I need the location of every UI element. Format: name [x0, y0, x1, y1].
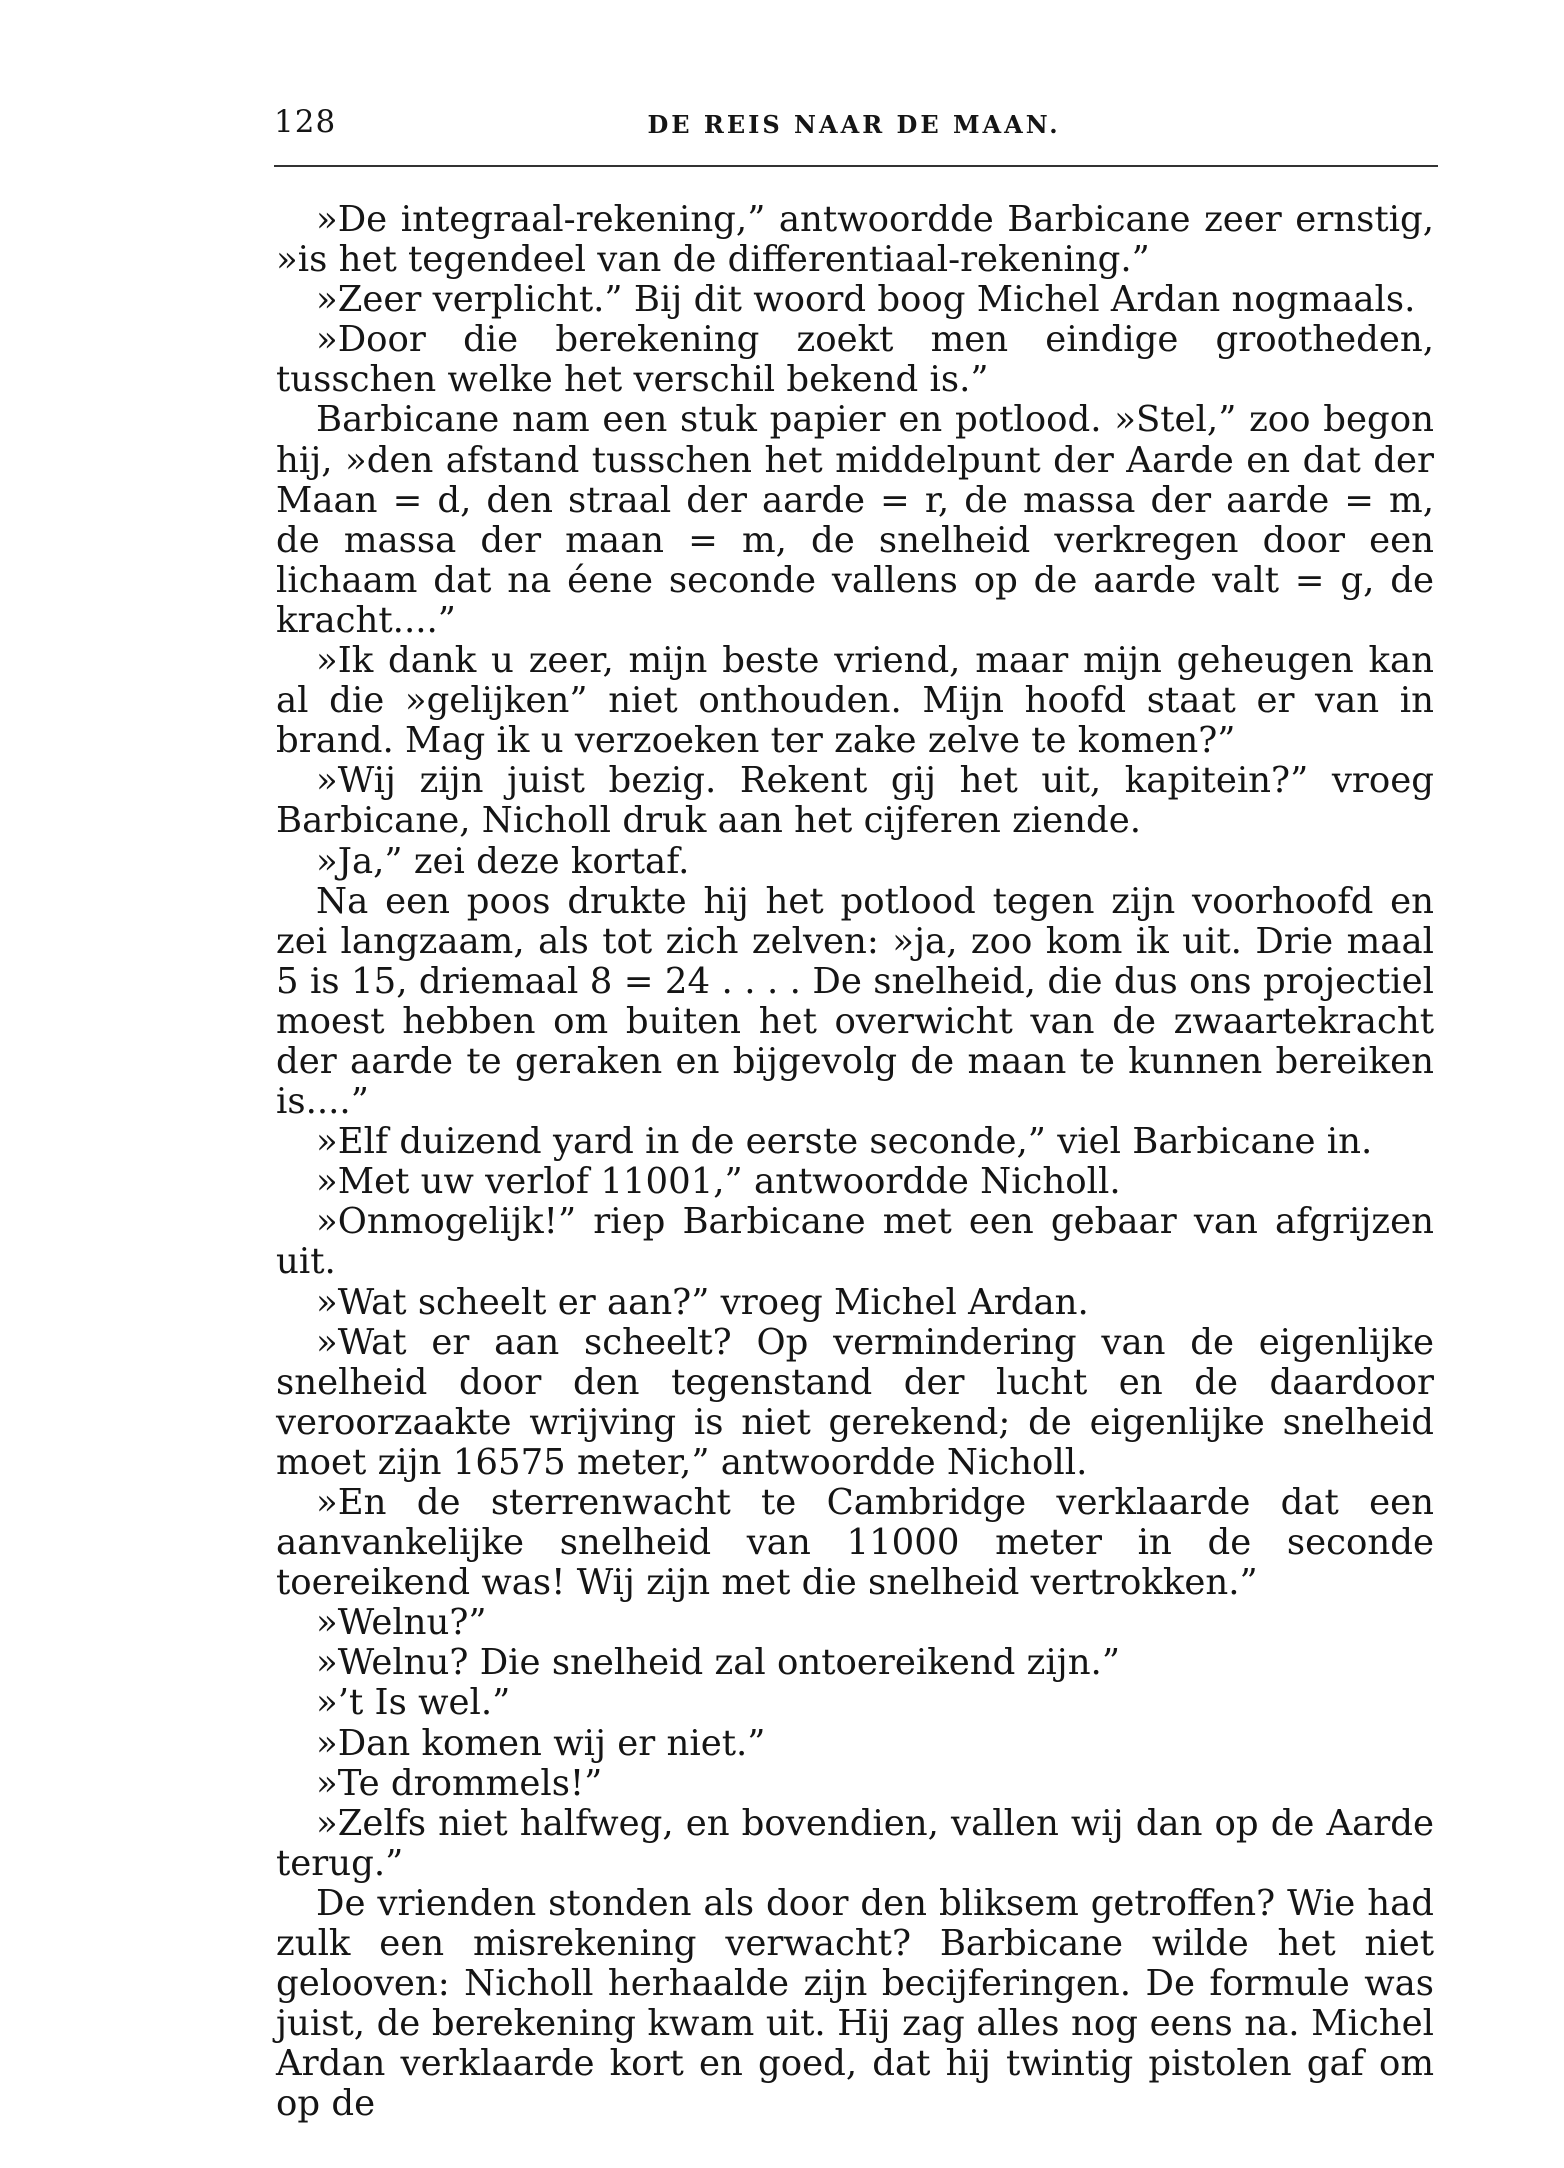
paragraph: »’t Is wel.” — [316, 1682, 511, 1724]
paragraph: »Zeer verplicht.” Bij dit woord boog Michel Ardan nogmaals. — [316, 279, 1416, 321]
running-title: DE REIS NAAR DE MAAN. — [647, 110, 1061, 139]
paragraph: De vrienden stonden als door den bliksem getroffen? Wie had zulk een misrekening verwacht? Barbicane wilde het niet gelooven: Nicholl herhaalde zijn becijferingen. De formule was juist, de berekening kwam uit. Hij zag alles nog eens na. Michel Ardan verklaarde kort en goed, dat hij twintig pistolen gaf om op de — [276, 1882, 1434, 2125]
paragraph: »Zelfs niet halfweg, en bovendien, vallen wij dan op de Aarde terug.” — [276, 1802, 1434, 1884]
paragraph: Barbicane nam een stuk papier en potlood. »Stel,” zoo begon hij, »den afstand tusschen het middelpunt der Aarde en dat der Maan = d, den straal der aarde = r, de massa der aarde = m, de massa der maan = m, de snelheid verkregen door een lichaam dat na éene seconde vallens op de aarde valt = g, de kracht....” — [276, 399, 1434, 641]
paragraph: »Welnu?” — [316, 1602, 487, 1644]
paragraph: »Ik dank u zeer, mijn beste vriend, maar mijn geheugen kan al die »gelijken” niet onthouden. Mijn hoofd staat er van in brand. Mag ik u verzoeken ter zake zelve te komen?” — [276, 640, 1434, 762]
page-header — [274, 104, 1434, 154]
paragraph: »Te drommels!” — [316, 1762, 603, 1804]
paragraph: »De integraal-rekening,” antwoordde Barbicane zeer ernstig, »is het tegendeel van de differentiaal-rekening.” — [276, 199, 1434, 281]
header-rule — [274, 165, 1438, 167]
page-number: 128 — [274, 104, 337, 140]
paragraph: »Welnu? Die snelheid zal ontoereikend zijn.” — [316, 1642, 1120, 1684]
paragraph: »Met uw verlof 11001,” antwoordde Nicholl. — [316, 1161, 1121, 1203]
paragraph: Na een poos drukte hij het potlood tegen zijn voorhoofd en zei langzaam, als tot zich zelven: »ja, zoo kom ik uit. Drie maal 5 is 15, driemaal 8 = 24 . . . . De snelheid, die dus ons projectiel moest hebben om buiten het overwicht van de zwaartekracht der aarde te geraken en bijgevolg de maan te kunnen bereiken is....” — [276, 880, 1434, 1123]
paragraph: »Wat er aan scheelt? Op vermindering van de eigenlijke snelheid door den tegenstand der lucht en de daardoor veroorzaakte wrijving is niet gerekend; de eigenlijke snelheid moet zijn 16575 meter,” antwoordde Nicholl. — [276, 1321, 1434, 1483]
paragraph: »Onmogelijk!” riep Barbicane met een gebaar van afgrijzen uit. — [276, 1201, 1434, 1283]
paragraph: »Wat scheelt er aan?” vroeg Michel Ardan. — [316, 1281, 1089, 1323]
paragraph: »Wij zijn juist bezig. Rekent gij het uit, kapitein?” vroeg Barbicane, Nicholl druk aan het cijferen ziende. — [276, 760, 1434, 842]
paragraph: »Dan komen wij er niet.” — [316, 1722, 766, 1764]
paragraph: »Door die berekening zoekt men eindige grootheden, tusschen welke het verschil bekend is.” — [276, 319, 1434, 401]
paragraph: »Ja,” zei deze kortaf. — [316, 840, 690, 882]
paragraph: »En de sterrenwacht te Cambridge verklaarde dat een aanvankelijke snelheid van 11000 meter in de seconde toereikend was! Wij zijn met die snelheid vertrokken.” — [276, 1482, 1434, 1604]
paragraph: »Elf duizend yard in de eerste seconde,” viel Barbicane in. — [316, 1121, 1373, 1163]
body-text — [276, 200, 1434, 2125]
